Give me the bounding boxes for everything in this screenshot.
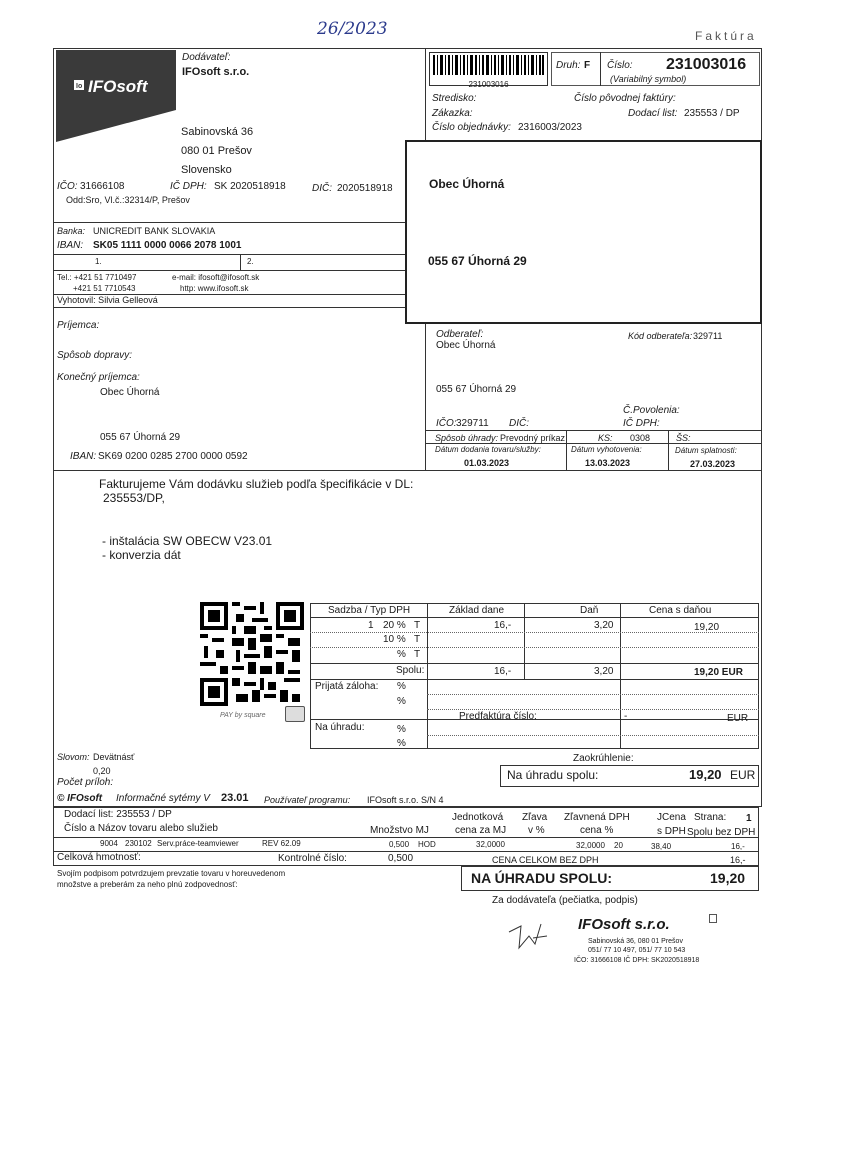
orig-invoice-label: Číslo pôvodnej faktúry: [574, 93, 676, 104]
item-qty: 0,500 [389, 840, 410, 849]
window-address: 055 67 Úhorná 29 [428, 254, 527, 268]
customer-dic-label: DIČ: [509, 418, 529, 429]
recipient-iban-label: IBAN: [70, 451, 97, 462]
customer-ico: 329711 [456, 418, 489, 429]
transport-label: Spôsob dopravy: [57, 350, 133, 361]
supplier-web: http: www.ifosoft.sk [180, 284, 249, 293]
items-header-dcena-bot: cena % [580, 825, 614, 836]
words-label: Slovom: [57, 752, 90, 762]
items-header-dl: Dodací list: 235553 / DP [64, 809, 172, 820]
supplier-bank: UNICREDIT BANK SLOVAKIA [93, 226, 216, 236]
doc-type: Faktúra [695, 29, 757, 43]
item-discounted-price: 32,0000 [576, 841, 605, 850]
words-amount: 0,20 [93, 766, 111, 776]
vat-row1-n: 1 [368, 620, 374, 631]
advance-pct-2: % [397, 696, 406, 707]
tel-2: +421 51 7710543 [73, 284, 136, 293]
logo-text: IFOsoft [88, 77, 148, 96]
rounding-label: Zaokrúhlenie: [573, 753, 634, 764]
items-header-disc-bot: v % [528, 825, 545, 836]
purchase-order-label: Číslo objednávky: [432, 122, 511, 133]
net-total-label: CENA CELKOM BEZ DPH [492, 855, 599, 865]
address-window [405, 140, 762, 324]
recipient-iban: SK69 0200 0285 2700 0000 0592 [98, 451, 248, 462]
barcode-bars [433, 55, 544, 75]
col-2: 2. [247, 257, 254, 266]
software-user-label: Používateľ programu: [264, 795, 351, 805]
customer-address: 055 67 Úhorná 29 [436, 384, 517, 395]
pay-total-label: NA ÚHRADU SPOLU: [471, 870, 613, 886]
proforma-dash: - [624, 711, 628, 722]
customer-ico-label: IČO: [436, 418, 457, 429]
proforma-label: Predfaktúra číslo: [459, 711, 537, 722]
stamp-line-1: Sabinovská 36, 080 01 Prešov [588, 938, 683, 945]
body-item-2: - konverzia dát [102, 548, 181, 562]
total-due-currency: EUR [730, 768, 756, 782]
invoice-kind: F [584, 60, 591, 71]
variable-symbol-note: (Variabilný symbol) [610, 74, 687, 84]
net-total: 16,- [730, 855, 746, 865]
item-code: 9004 [100, 839, 118, 848]
recipient-label: Príjemca: [57, 320, 100, 331]
icdph-label: IČ DPH: [170, 181, 207, 192]
attachments-label: Počet príloh: [57, 777, 114, 788]
items-header-disc-top: Zľava [522, 812, 548, 823]
vat-row1-base: 16,- [494, 620, 512, 631]
issue-date-label: Dátum vyhotovenia: [571, 445, 642, 454]
item-price: 32,0000 [476, 840, 505, 849]
window-name: Obec Úhorná [429, 177, 505, 191]
sign-label: Za dodávateľa (pečiatka, podpis) [492, 895, 638, 906]
supplier-iban: SK05 1111 0000 0066 2078 1001 [93, 240, 242, 251]
delivery-note-label: Dodací list: [628, 108, 678, 119]
supplier-registry: Odd:Sro, Vl.č.:32314/P, Prešov [66, 195, 190, 205]
delivery-date: 01.03.2023 [464, 458, 510, 468]
stamp-brand: IFOsoft s.r.o. [578, 916, 670, 933]
vat-header-total: Cena s daňou [649, 605, 712, 616]
vat-row1-rate: 20 % [383, 620, 406, 631]
advance-pct-1: % [397, 681, 406, 692]
pay-by-square-label: PAY by square [220, 712, 266, 719]
page-label: Strana: [694, 812, 727, 823]
supplier-label: Dodávateľ: [182, 52, 231, 63]
vat-row2-rate: 10 % [383, 634, 406, 645]
to-pay-pct-2: % [397, 738, 406, 749]
invoice-number: 231003016 [666, 56, 747, 73]
body-line-1: Fakturujeme Vám dodávku služieb podľa špecifikácie v DL: [99, 477, 414, 491]
final-recipient-label: Konečný príjemca: [57, 372, 140, 383]
item-total: 16,- [731, 842, 745, 851]
supplier-street: Sabinovská 36 [181, 126, 254, 138]
issue-date: 13.03.2023 [585, 458, 631, 468]
proforma-currency: EUR [727, 713, 749, 724]
item-jcena: 38,40 [651, 842, 672, 851]
total-due-label: Na úhradu spolu: [507, 768, 599, 782]
ks-label: KS: [598, 433, 613, 443]
items-header-name: Číslo a Názov tovaru alebo služieb [64, 823, 218, 834]
items-header-jcena-top: JCena [657, 812, 686, 823]
supplier-name: IFOsoft s.r.o. [182, 66, 250, 78]
vat-row1-tax: 3,20 [594, 620, 614, 631]
vat-row2-type: T [414, 634, 421, 645]
vat-sum-total: 19,20 EUR [694, 667, 743, 678]
payment-method: Prevodný príkaz [500, 433, 566, 443]
stamp-line-3: IČO: 31666108 IČ DPH: SK2020518918 [574, 957, 700, 964]
control-value: 0,500 [388, 853, 414, 864]
vat-header-rate: Sadzba / Typ DPH [328, 605, 411, 616]
qr-code [200, 602, 304, 706]
barcode-number: 231003016 [468, 80, 509, 89]
due-date: 27.03.2023 [690, 459, 736, 469]
dic-label: DIČ: [312, 183, 332, 194]
supplier-icdph: SK 2020518918 [214, 181, 286, 192]
svg-text:Io: Io [76, 83, 83, 90]
handwritten-note: 26/2023 [317, 19, 388, 39]
vat-row3-rate: % [397, 649, 406, 660]
vat-row3-type: T [414, 649, 421, 660]
ss-label: ŠS: [676, 433, 691, 443]
barcode [429, 52, 548, 89]
body-item-1: - inštalácia SW OBECW V23.01 [102, 534, 273, 548]
words-value: Devätnásť [93, 752, 135, 762]
customer-icdph-label: IČ DPH: [623, 418, 660, 429]
customer-label: Odberateľ: [436, 329, 484, 340]
statement-line-1: Svojím podpisom potvrdzujem prevzatie tovaru v horeuvedenom [57, 869, 286, 878]
vat-sum-base: 16,- [494, 666, 512, 677]
due-date-label: Dátum splatnosti: [675, 446, 737, 455]
issued-by: Vyhotovil: Silvia Gelleová [57, 295, 158, 305]
page-number: 1 [746, 813, 752, 824]
vat-row1-total: 19,20 [694, 622, 720, 633]
supplier-email: e-mail: ifosoft@ifosoft.sk [172, 273, 260, 282]
bank-card-icon [285, 706, 305, 722]
weight-label: Celková hmotnosť: [57, 852, 141, 863]
control-label: Kontrolné číslo: [278, 853, 347, 864]
to-pay-pct-1: % [397, 724, 406, 735]
col-1: 1. [95, 257, 102, 266]
supplier-country: Slovensko [181, 164, 232, 176]
item-unit: HOD [418, 840, 436, 849]
software-brand: © IFOsoft [57, 793, 103, 804]
bank-label: Banka: [57, 226, 86, 236]
vat-sum-label: Spolu: [396, 665, 425, 676]
software-user: IFOsoft s.r.o. S/N 4 [367, 795, 444, 805]
payment-label: Spôsob úhrady: [435, 433, 499, 443]
supplier-logo [56, 50, 176, 142]
total-due-value: 19,20 [689, 767, 722, 782]
vat-row1-type: T [414, 620, 421, 631]
item-name: Serv.práce-teamviewer [157, 839, 239, 848]
software-version: 23.01 [221, 792, 249, 804]
customer-code: 329711 [693, 331, 723, 341]
vat-header-base: Základ dane [449, 605, 505, 616]
signature [507, 918, 549, 954]
item-rev: REV 62.09 [262, 839, 301, 848]
permit-label: Č.Povolenia: [623, 405, 680, 416]
items-header-total: Spolu bez DPH [687, 827, 756, 838]
software-system: Informačné sytémy V [116, 793, 210, 804]
supplier-dic: 2020518918 [337, 183, 393, 194]
number-label: Číslo: [607, 60, 633, 71]
vat-header-tax: Daň [580, 605, 599, 616]
final-recipient-name: Obec Úhorná [100, 387, 160, 398]
statement-line-2: množstve a preberám za neho plnú zodpovednosť: [57, 880, 238, 889]
vat-table [310, 603, 759, 749]
final-recipient-address: 055 67 Úhorná 29 [100, 432, 181, 443]
stamp-square-icon [709, 914, 717, 923]
purchase-order: 2316003/2023 [518, 122, 582, 133]
vat-sum-tax: 3,20 [594, 666, 614, 677]
delivery-note: 235553 / DP [684, 108, 740, 119]
delivery-date-label: Dátum dodania tovaru/služby: [435, 445, 541, 454]
ks-value: 0308 [630, 433, 651, 443]
supplier-city: 080 01 Prešov [181, 145, 252, 157]
item-number: 230102 [125, 839, 152, 848]
items-header-unit-top: Jednotková [452, 812, 504, 823]
item-vat: 20 [614, 841, 623, 850]
body-line-2: 235553/DP, [103, 491, 165, 505]
items-header-dcena-top: Zľavnená DPH [564, 812, 630, 823]
customer-code-label: Kód odberateľa: [628, 331, 693, 341]
to-pay-label: Na úhradu: [315, 722, 365, 733]
iban-label: IBAN: [57, 240, 84, 251]
advance-label: Prijatá záloha: [315, 681, 379, 692]
center-label: Stredisko: [432, 93, 477, 104]
ico-label: IČO: [57, 181, 78, 192]
kind-label: Druh: [556, 60, 581, 71]
items-header-unit-bot: cena za MJ [455, 825, 507, 836]
stamp-line-2: 051/ 77 10 497, 051/ 77 10 543 [588, 947, 686, 954]
pay-total: 19,20 [710, 870, 746, 886]
items-header-jcena-bot: s DPH [657, 826, 686, 837]
order-label: Zákazka: [432, 108, 473, 119]
tel-1: Tel.: +421 51 7710497 [57, 273, 137, 282]
customer-name: Obec Úhorná [436, 340, 496, 351]
supplier-ico: 31666108 [80, 181, 125, 192]
items-header-qty: Množstvo MJ [370, 825, 429, 836]
